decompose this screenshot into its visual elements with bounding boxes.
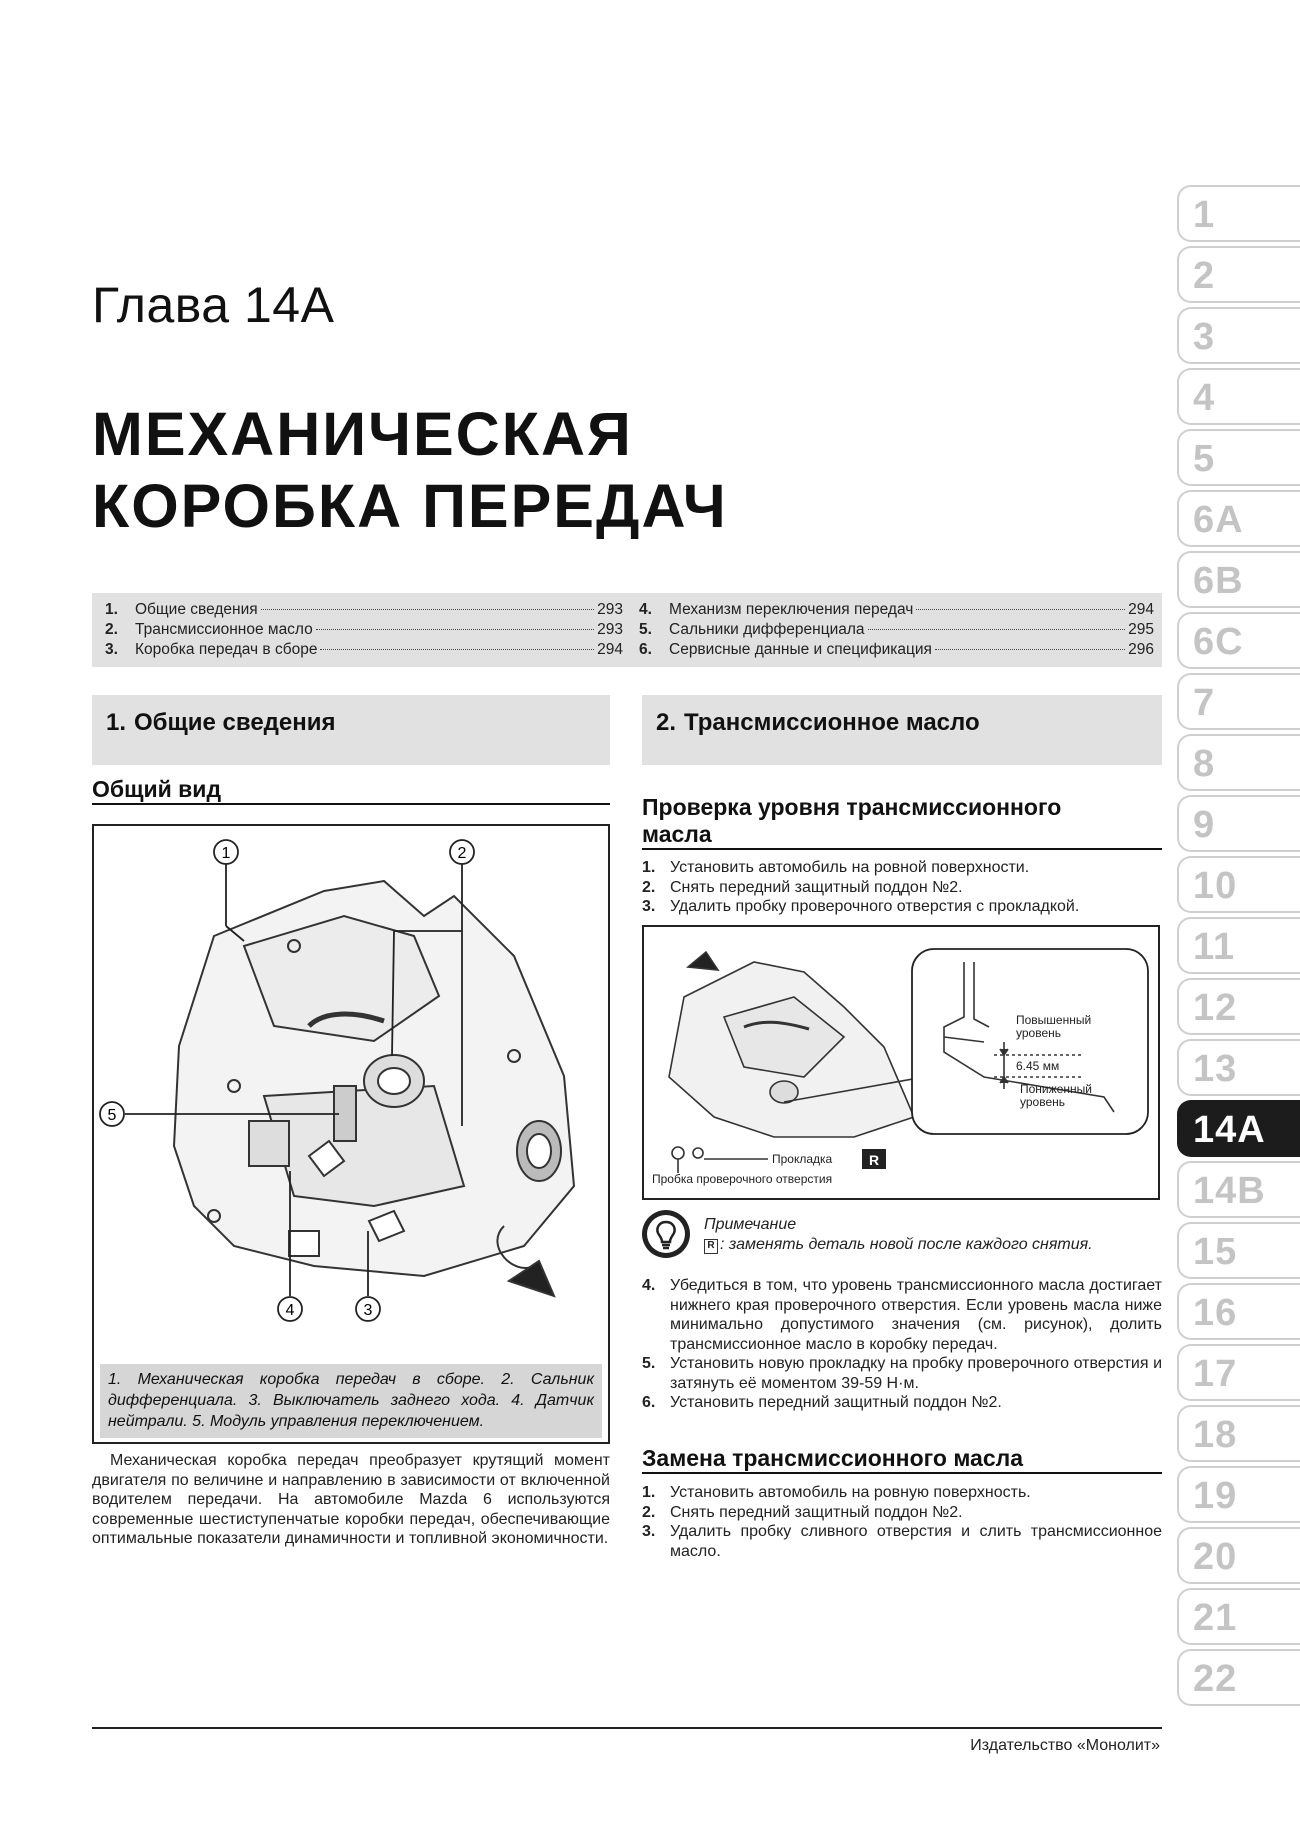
toc-entry[interactable] (639, 640, 1154, 660)
gearbox-figure (92, 824, 610, 1444)
tab-label: 17 (1193, 1353, 1238, 1395)
toc-title: Коробка передач в сборе (135, 641, 318, 658)
note-text-line (704, 1236, 1093, 1254)
toc-entry[interactable] (105, 620, 623, 640)
tab-chapter-7[interactable] (1177, 673, 1300, 730)
lightbulb-icon (642, 1210, 690, 1258)
step-item (642, 1483, 1162, 1503)
section-title: Трансмиссионное масло (684, 709, 980, 736)
step-item (642, 858, 1162, 878)
callout-4 (278, 1297, 302, 1321)
tab-label: 16 (1193, 1292, 1238, 1334)
step-text: Снять передний защитный поддон №2. (670, 1503, 963, 1521)
tab-chapter-13[interactable] (1177, 1039, 1300, 1096)
callout-label: 4 (285, 1302, 295, 1319)
publisher-footer: Издательство «Монолит» (970, 1737, 1160, 1754)
tab-chapter-10[interactable] (1177, 856, 1300, 913)
tab-chapter-15[interactable] (1177, 1222, 1300, 1279)
tab-label: 12 (1193, 987, 1238, 1029)
tab-label: 18 (1193, 1414, 1238, 1456)
step-text: Убедиться в том, что уровень трансмиссионного масла достигает нижнего края проверочного отверстия. Если уровень масла ниже минимально допустимого значения (см. рисунок), долить трансмиссионное масло в коробку передач. (670, 1277, 1162, 1353)
check-heading-line-1: Проверка уровня трансмиссионного (642, 794, 1062, 820)
plug-label: Пробка проверочного отверстия (652, 1172, 833, 1186)
intro-text: Механическая коробка передач преобразует крутящий момент двигателя по величине и направлению в зависимости от включенной водителем передачи. На автомобиле Mazda 6 используются современные шестиступенчатые коробки передач, обеспечивающие оптимальные показатели динамичности и топливной экономичности. (92, 1452, 610, 1547)
gasket-label: Прокладка (772, 1152, 833, 1166)
tab-label: 6В (1193, 560, 1244, 602)
step-item (642, 1354, 1162, 1393)
step-text: Удалить пробку сливного отверстия и слить трансмиссионное масло. (670, 1523, 1162, 1560)
step-item (642, 878, 1162, 898)
toc-leader (868, 629, 1126, 630)
step-number: 1. (642, 859, 656, 876)
tab-chapter-20[interactable] (1177, 1527, 1300, 1584)
title-line-2: КОРОБКА ПЕРЕДАЧ (92, 472, 728, 540)
section-number: 2. (656, 709, 677, 736)
tab-chapter-4[interactable] (1177, 368, 1300, 425)
step-text: Установить автомобиль на ровную поверхность. (670, 1484, 1031, 1501)
tab-label: 9 (1193, 804, 1216, 846)
tab-label: 21 (1193, 1597, 1238, 1639)
toc-entry[interactable] (639, 620, 1154, 640)
step-number: 4. (642, 1277, 656, 1294)
callout-label: 3 (363, 1302, 373, 1319)
step-number: 2. (642, 878, 656, 896)
lower-level-label: Пониженный (1020, 1082, 1092, 1096)
general-view-heading: Общий вид (92, 776, 610, 805)
tab-label: 22 (1193, 1658, 1238, 1700)
tab-label: 7 (1193, 682, 1216, 724)
chapter-number: Глава 14А (92, 277, 335, 333)
step-number: 5. (642, 1355, 656, 1372)
tab-label: 19 (1193, 1475, 1238, 1517)
replace-part-r: R (868, 1152, 880, 1168)
tab-chapter-17[interactable] (1177, 1344, 1300, 1401)
step-number: 6. (642, 1394, 656, 1411)
tab-label: 6А (1193, 499, 1244, 541)
step-item (642, 1276, 1162, 1354)
step-number: 1. (642, 1484, 656, 1501)
toc-number: 5. (639, 621, 652, 638)
tab-chapter-6b[interactable] (1177, 551, 1300, 608)
toc-page: 296 (1128, 641, 1154, 658)
tab-chapter-11[interactable] (1177, 917, 1300, 974)
callout-5 (100, 1102, 124, 1126)
upper-level-label-2: уровень (1016, 1026, 1062, 1040)
callout-label: 1 (221, 845, 231, 862)
lower-level-label-2: уровень (1020, 1095, 1066, 1109)
figure-caption: 1. Механическая коробка передач в сборе. 2. Сальник дифференциала. 3. Выключатель заднего хода. 4. Датчик нейтрали. 5. Модуль управления переключением. (100, 1364, 602, 1438)
tab-label: 20 (1193, 1536, 1238, 1578)
oil-level-figure (642, 925, 1160, 1200)
tab-label: 10 (1193, 865, 1238, 907)
tab-chapter-21[interactable] (1177, 1588, 1300, 1645)
tab-chapter-6c[interactable] (1177, 612, 1300, 669)
step-item (642, 897, 1162, 917)
tab-label: 14А (1193, 1109, 1266, 1151)
step-item (642, 1522, 1162, 1561)
step-text: Установить новую прокладку на пробку проверочного отверстия и затянуть её моментом 39-59 Н·м. (670, 1355, 1162, 1392)
step-item (642, 1503, 1162, 1523)
footer-divider (92, 1727, 1162, 1729)
table-of-contents (92, 593, 1162, 667)
section-number: 1. (106, 709, 127, 736)
toc-leader (320, 649, 594, 650)
tab-label: 14В (1193, 1170, 1266, 1212)
intro-paragraph (92, 1451, 610, 1549)
step-text: Удалить пробку проверочного отверстия с прокладкой. (670, 898, 1080, 915)
toc-title: Общие сведения (135, 601, 258, 618)
toc-title: Сальники дифференциала (669, 621, 865, 638)
toc-column-left (105, 600, 623, 660)
measure-label: 6.45 мм (1016, 1059, 1060, 1073)
note-block (642, 1210, 1160, 1262)
step-text: Снять передний защитный поддон №2. (670, 878, 963, 896)
toc-column-right (639, 600, 1154, 660)
tab-chapter-12[interactable] (1177, 978, 1300, 1035)
title-line-1: МЕХАНИЧЕСКАЯ (92, 400, 633, 468)
tab-chapter-5[interactable] (1177, 429, 1300, 486)
check-steps-2 (642, 1276, 1162, 1413)
note-text: : заменять деталь новой после каждого снятия. (720, 1236, 1093, 1253)
replace-steps (642, 1483, 1162, 1561)
section-header-general (92, 695, 610, 765)
callout-label: 2 (457, 845, 467, 862)
toc-title: Трансмиссионное масло (135, 621, 313, 638)
tab-chapter-14a-active[interactable] (1177, 1100, 1300, 1157)
oil-level-illustration (644, 927, 1158, 1198)
toc-title: Сервисные данные и спецификация (669, 641, 932, 658)
tab-chapter-19[interactable] (1177, 1466, 1300, 1523)
tab-label: 15 (1193, 1231, 1238, 1273)
replace-part-icon (862, 1149, 886, 1169)
toc-page: 295 (1128, 621, 1154, 638)
tab-chapter-6a[interactable] (1177, 490, 1300, 547)
gearbox-illustration (94, 826, 608, 1362)
tab-chapter-14b[interactable] (1177, 1161, 1300, 1218)
callout-label: 5 (107, 1107, 117, 1124)
check-heading (642, 794, 1162, 850)
step-number: 3. (642, 1523, 656, 1540)
callout-2 (450, 840, 474, 864)
step-number: 2. (642, 1503, 656, 1521)
replace-heading: Замена трансмиссионного масла (642, 1445, 1162, 1474)
step-text: Установить передний защитный поддон №2. (670, 1394, 1002, 1411)
toc-number: 1. (105, 601, 118, 618)
toc-page: 293 (597, 621, 623, 638)
section-header-oil (642, 695, 1162, 765)
toc-number: 6. (639, 641, 652, 658)
check-heading-line-2: масла (642, 821, 1162, 850)
tab-label: 8 (1193, 743, 1216, 785)
toc-entry[interactable] (105, 640, 623, 660)
toc-title: Механизм переключения передач (669, 601, 914, 618)
step-text: Установить автомобиль на ровной поверхности. (670, 859, 1030, 876)
step-item (642, 1393, 1162, 1413)
tab-label: 4 (1193, 377, 1216, 419)
tab-label: 5 (1193, 438, 1216, 480)
tab-chapter-1[interactable] (1177, 185, 1300, 242)
tab-label: 3 (1193, 316, 1216, 358)
toc-leader (916, 609, 1125, 610)
toc-number: 4. (639, 601, 652, 618)
tab-label: 2 (1193, 255, 1216, 297)
toc-leader (935, 649, 1125, 650)
callout-3 (356, 1297, 380, 1321)
toc-entry[interactable] (639, 600, 1154, 620)
tab-label: 13 (1193, 1048, 1238, 1090)
section-title: Общие сведения (134, 709, 336, 736)
toc-page: 294 (597, 641, 623, 658)
tab-chapter-9[interactable] (1177, 795, 1300, 852)
toc-leader (261, 609, 594, 610)
tab-chapter-16[interactable] (1177, 1283, 1300, 1340)
tab-label: 1 (1193, 194, 1216, 236)
toc-number: 2. (105, 621, 118, 638)
toc-page: 293 (597, 601, 623, 618)
tab-chapter-8[interactable] (1177, 734, 1300, 791)
tab-label: 6С (1193, 621, 1244, 663)
note-title: Примечание (704, 1216, 797, 1233)
tab-chapter-18[interactable] (1177, 1405, 1300, 1462)
toc-page: 294 (1128, 601, 1154, 618)
tab-label: 11 (1193, 926, 1236, 968)
step-number: 3. (642, 898, 656, 915)
replace-part-icon: R (704, 1239, 718, 1254)
chapter-title (92, 398, 728, 542)
toc-number: 3. (105, 641, 118, 658)
tab-chapter-3[interactable] (1177, 307, 1300, 364)
toc-entry[interactable] (105, 600, 623, 620)
tab-chapter-22[interactable] (1177, 1649, 1300, 1706)
upper-level-label: Повышенный (1016, 1013, 1092, 1027)
check-steps-1 (642, 858, 1162, 917)
tab-chapter-2[interactable] (1177, 246, 1300, 303)
toc-leader (316, 629, 594, 630)
callout-1 (214, 840, 238, 864)
